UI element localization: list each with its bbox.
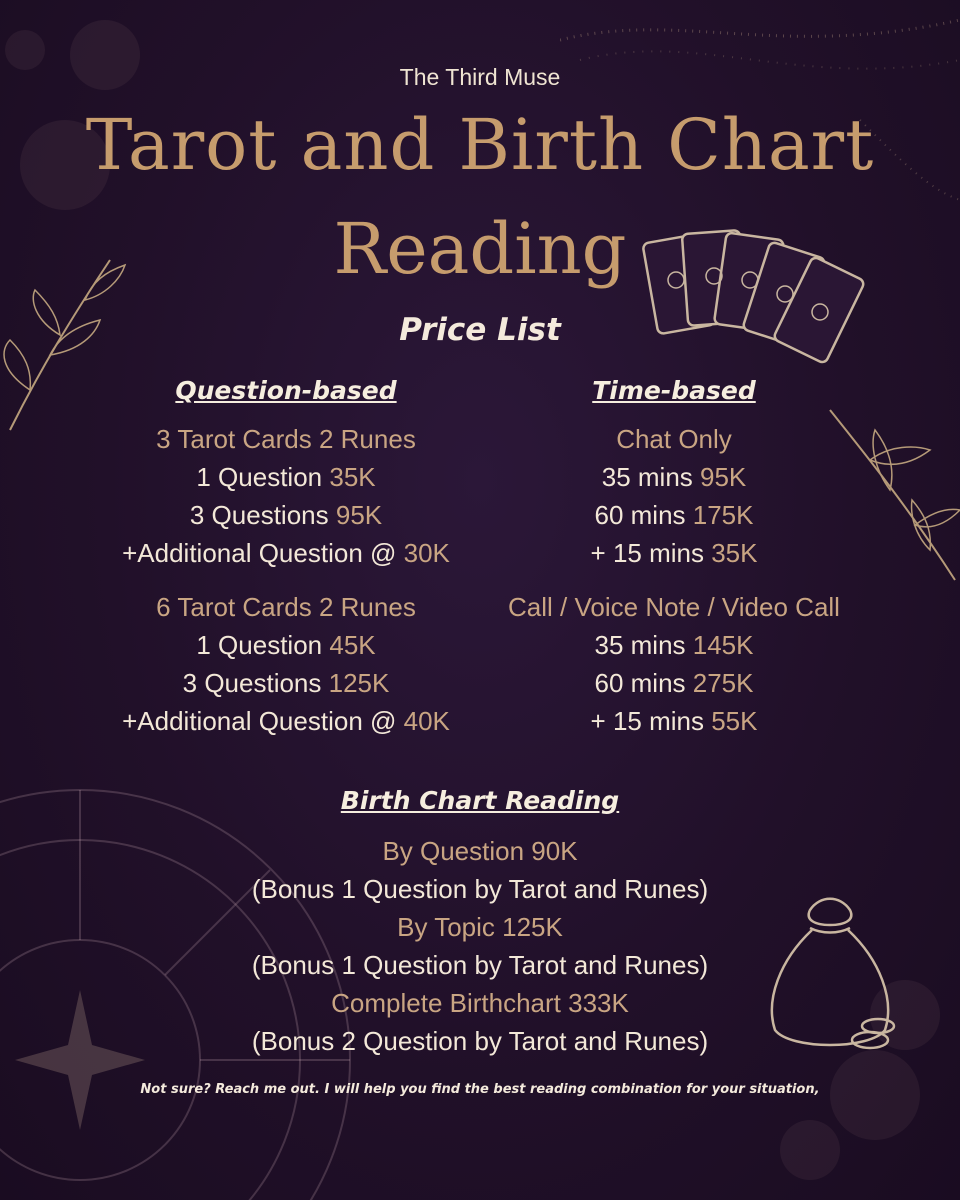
time-based-heading: Time-based bbox=[592, 376, 756, 405]
price-line: +Additional Question @ 30K bbox=[122, 538, 450, 568]
price-line: + 15 mins 35K bbox=[590, 538, 758, 568]
birth-chart-heading: Birth Chart Reading bbox=[340, 786, 620, 815]
price-line: 3 Questions 95K bbox=[189, 500, 383, 530]
package-title: 6 Tarot Cards 2 Runes bbox=[156, 592, 416, 622]
price-line: 60 mins 175K bbox=[594, 500, 754, 530]
question-based-column bbox=[66, 372, 506, 740]
footer-note: Not sure? Reach me out. I will help you find the best reading combination for your situation, bbox=[140, 1082, 820, 1097]
birth-chart-option: Complete Birthchart 333K bbox=[331, 988, 629, 1018]
price-line: 35 mins 145K bbox=[594, 630, 754, 660]
package-title: Chat Only bbox=[616, 424, 732, 454]
price-line: 60 mins 275K bbox=[594, 668, 754, 698]
price-line: +Additional Question @ 40K bbox=[122, 706, 450, 736]
package-title: Call / Voice Note / Video Call bbox=[508, 592, 840, 622]
birth-chart-bonus: (Bonus 1 Question by Tarot and Runes) bbox=[251, 874, 709, 904]
price-line: + 15 mins 55K bbox=[590, 706, 758, 736]
package-title: 3 Tarot Cards 2 Runes bbox=[156, 424, 416, 454]
page-title-line-1: Tarot and Birth Chart bbox=[85, 104, 875, 186]
birth-chart-bonus: (Bonus 1 Question by Tarot and Runes) bbox=[251, 950, 709, 980]
birth-chart-option: By Topic 125K bbox=[397, 912, 563, 942]
birth-chart-option: By Question 90K bbox=[382, 836, 578, 866]
price-line: 35 mins 95K bbox=[601, 462, 747, 492]
page-title-line-2: Reading bbox=[333, 208, 627, 290]
time-based-column bbox=[454, 372, 894, 740]
price-line: 1 Question 45K bbox=[196, 630, 376, 660]
birth-chart-bonus: (Bonus 2 Question by Tarot and Runes) bbox=[251, 1026, 709, 1056]
price-line: 3 Questions 125K bbox=[182, 668, 390, 698]
birth-chart-section bbox=[0, 782, 960, 1060]
price-list-heading: Price List bbox=[399, 312, 561, 348]
price-line: 1 Question 35K bbox=[196, 462, 376, 492]
brand-name: The Third Muse bbox=[399, 64, 561, 90]
question-based-heading: Question-based bbox=[175, 376, 397, 405]
bokeh-light bbox=[780, 1120, 840, 1180]
